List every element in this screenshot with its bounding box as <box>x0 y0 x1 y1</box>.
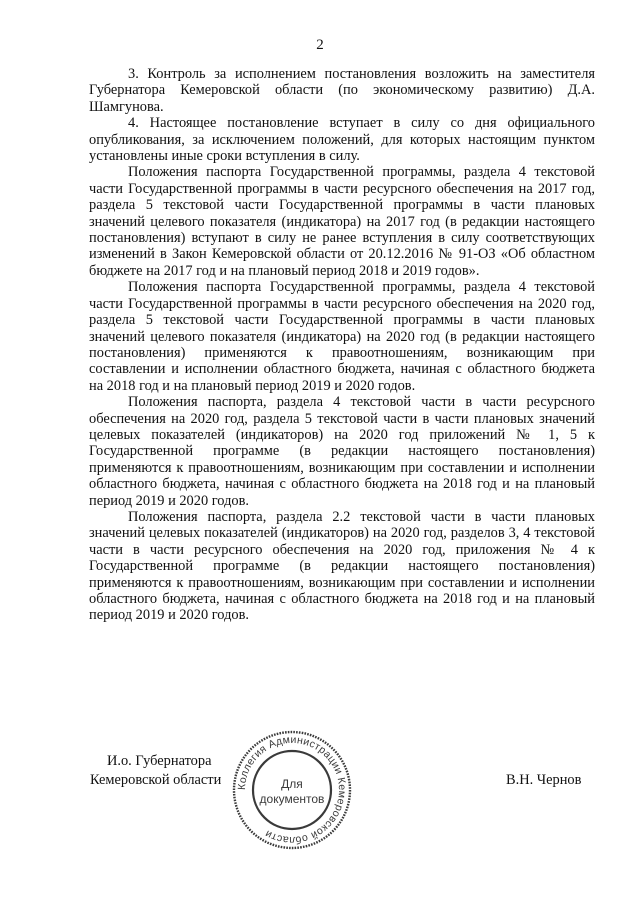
paragraph-passport-2017: Положения паспорта Государственной программы, раздела 4 текстовой части Государственной программы в части ресурсного обеспечения на 2017 год, раздела 5 текстовой части Государственной программы в части плановых значений целевого показателя (индикатора) на 2017 год (в редакции настоящего постановления) вступают в силу не ранее вступления в силу соответствующих изменений в Закон Кемеровской области от 20.12.2016 № 91-ОЗ «Об областном бюджете на 2017 год и на плановый период 2018 и 2019 годов». <box>89 164 595 279</box>
paragraph-appendices-1-5: Положения паспорта, раздела 4 текстовой части в части ресурсного обеспечения на 2020 год, раздела 5 текстовой части в части плановых значений целевых показателей (индикаторов) на 2020 год приложений № 1, 5 к Государственной программе (в редакции настоящего постановления) применяются к правоотношениям, возникающим при составлении и исполнении областного бюджета, начиная с областного бюджета на 2018 год и на плановый период 2019 и 2020 годов. <box>89 394 595 509</box>
signer-name: В.Н. Чернов <box>506 772 582 788</box>
paragraph-4-effective-date: 4. Настоящее постановление вступает в силу со дня официального опубликования, за исключением положений, для которых настоящим пунктом установлены иные сроки вступления в силу. <box>89 115 595 165</box>
signature-title-line-1: И.о. Губернатора <box>107 753 212 769</box>
page-number: 2 <box>316 37 324 53</box>
signature-title-line-2: Кемеровской области <box>90 772 222 788</box>
signature-title <box>90 752 221 790</box>
stamp-center-line-2: документов <box>259 792 325 806</box>
paragraph-passport-2020: Положения паспорта Государственной программы, раздела 4 текстовой части Государственной программы в части ресурсного обеспечения на 2020 год, раздела 5 текстовой части Государственной программы в части плановых значений целевого показателя (индикатора) на 2020 год (в редакции настоящего постановления) применяются к правоотношениям, возникающим при составлении и исполнении областного бюджета, начиная с областного бюджета на 2018 год и на плановый период 2019 и 2020 годов. <box>89 279 595 394</box>
stamp-ring-text: Коллегия Администрации Кемеровской области <box>235 733 349 847</box>
paragraph-3-control: 3. Контроль за исполнением постановления возложить на заместителя Губернатора Кемеровской области (по экономическому развитию) Д.А. Шамгунова. <box>89 66 595 115</box>
document-body <box>89 66 595 624</box>
paragraph-appendix-4: Положения паспорта, раздела 2.2 текстовой части в части плановых значений целевых показателей (индикаторов) на 2020 год, разделов 3, 4 текстовой части в части ресурсного обеспечения на 2020 год, приложения № 4 к Государственной программе (в редакции настоящего постановления) применяются к правоотношениям, возникающим при составлении и исполнении областного бюджета, начиная с областного бюджета на 2018 год и на плановый период 2019 и 2020 годов. <box>89 508 595 624</box>
official-stamp-seal <box>230 728 354 852</box>
stamp-center-line-1: Для <box>281 777 303 791</box>
